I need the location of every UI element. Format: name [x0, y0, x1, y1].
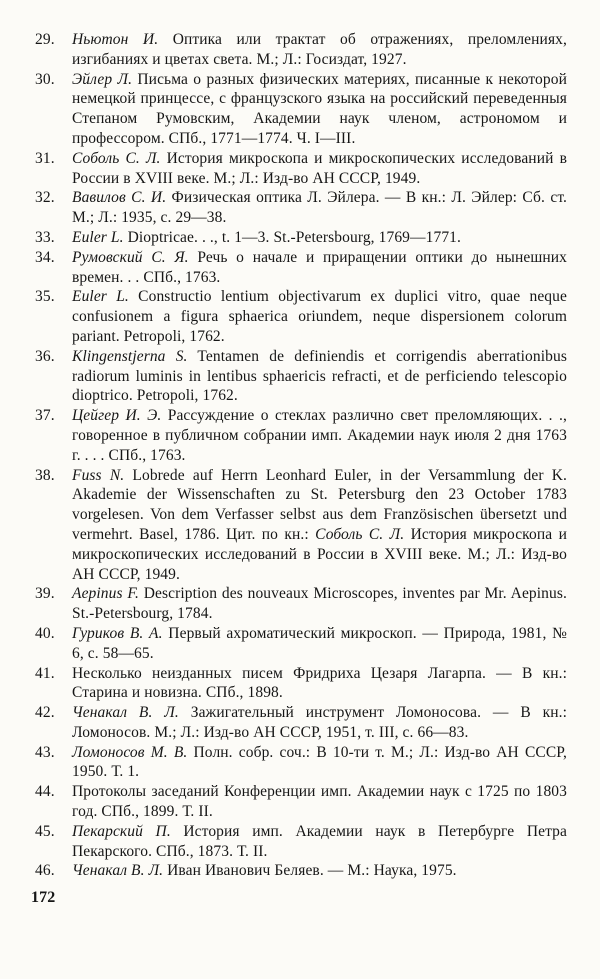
bibliography-entry — [35, 703, 567, 743]
bibliography-entry — [35, 228, 567, 248]
entry-number: 37. — [35, 407, 55, 425]
entry-author: Euler L. — [72, 288, 129, 306]
entry-author: Ченакал В. Л. — [72, 704, 179, 722]
bibliography-entry — [35, 584, 567, 624]
entry-number: 32. — [35, 189, 55, 207]
entry-text: Несколько неизданных писем Фридриха Цезаря Лагарпа. — В кн.: Старина и новизна. СПб., 1898. — [72, 664, 567, 702]
entry-text: Письма о разных физических материях, писанные к некоторой немецкой принцессе, с французского языка на российский переведенныя Степаном Румовским, Академии наук членом, астрономом и профессором. СПб., 1771—1774. Ч. I—III. — [72, 70, 567, 147]
entry-number: 46. — [35, 862, 55, 880]
entry-number: 30. — [35, 70, 55, 88]
bibliography-entry — [35, 149, 567, 189]
entry-text: Constructio lentium objectivarum ex duplici vitro, quae neque confusionem a figura sphaerica oriundem, neque dispersionem colorum pariant. Petropoli, 1762. — [72, 288, 567, 345]
entry-author: Соболь С. Л. — [72, 149, 161, 167]
entry-author: Fuss N. — [72, 466, 125, 484]
entry-cited-author: Соболь С. Л. — [315, 525, 405, 543]
page-number: 172 — [31, 889, 56, 907]
entry-number: 35. — [35, 288, 55, 306]
entry-text: Иван Иванович Беляев. — М.: Наука, 1975. — [167, 862, 457, 880]
entry-number: 36. — [35, 347, 55, 365]
entry-text: Протоколы заседаний Конференции имп. Академии наук с 1725 по 1803 год. СПб., 1899. Т. II. — [72, 783, 567, 821]
entry-number: 40. — [35, 624, 55, 642]
entry-author: Пекарский П. — [72, 822, 171, 840]
entry-text: История имп. Академии наук в Петербурге Петра Пекарского. СПб., 1873. Т. II. — [72, 822, 567, 860]
entry-number: 43. — [35, 743, 55, 761]
entry-number: 44. — [35, 783, 55, 801]
entry-author: Вавилов С. И. — [72, 189, 167, 207]
entry-text: Dioptricae. . ., t. 1—3. St.-Petersbourg, 1769—1771. — [127, 228, 461, 246]
entry-number: 41. — [35, 664, 55, 682]
entry-number: 31. — [35, 149, 55, 167]
entry-text: История микроскопа и микроскопических исследований в России в XVIII веке. М.; Л.: Изд-во АН СССР, 1949. — [72, 149, 567, 187]
entry-author: Румовский С. Я. — [72, 248, 189, 266]
bibliography-entry — [35, 406, 567, 465]
bibliography-entry — [35, 287, 567, 346]
bibliography-entry — [35, 466, 567, 585]
entry-number: 38. — [35, 466, 55, 484]
entry-author: Klingenstjerna S. — [72, 347, 188, 365]
entry-text: Речь о начале и приращении оптики до нынешних времен. . . СПб., 1763. — [72, 248, 567, 286]
bibliography-entry — [35, 624, 567, 664]
entry-text: Физическая оптика Л. Эйлера. — В кн.: Л. Эйлер: Сб. ст. М.; Л.: 1935, с. 29—38. — [72, 189, 567, 227]
entry-text: Полн. собр. соч.: В 10-ти т. М.; Л.: Изд-во АН СССР, 1950. Т. 1. — [72, 743, 568, 781]
entry-number: 29. — [35, 31, 55, 48]
entry-number: 45. — [35, 822, 55, 840]
entry-text: Оптика или трактат об отражениях, преломлениях, изгибаниях и цветах света. М.; Л.: Госиздат, 1927. — [72, 31, 567, 68]
entry-author: Ченакал В. Л. — [72, 862, 164, 880]
entry-number: 34. — [35, 248, 55, 266]
bibliography-entry — [35, 30, 567, 70]
entry-author: Aepinus F. — [72, 585, 139, 603]
bibliography-entry — [35, 347, 567, 406]
entry-author: Эйлер Л. — [72, 70, 133, 88]
bibliography-entry — [35, 782, 567, 822]
bibliography-entry — [35, 664, 567, 704]
entry-text: Description des nouveaux Microscopes, inventes par Mr. Aepinus. St.-Petersbourg, 1784. — [72, 585, 567, 623]
entry-text: Lobrede auf Herrn Leonhard Euler, in der Versammlung der K. Akademie der Wissenschaften zu St. Petersburg den 23 October 1783 vorgelesen. Von dem Verfasser selbst aus dem Französischen übersetzt und vermehrt. Basel, 1786. Цит. по кн.: — [72, 466, 568, 543]
bibliography-entry — [35, 822, 567, 862]
entry-author: Ньютон И. — [72, 31, 159, 48]
entry-author: Euler L. — [72, 228, 124, 246]
entry-number: 39. — [35, 585, 55, 603]
entry-author: Ломоносов М. В. — [72, 743, 188, 761]
entry-text-continued: История микроскопа и микроскопических исследований в России в XVIII веке. М.; Л.: Изд-во АН СССР, 1949. — [72, 525, 567, 583]
entry-author: Цейгер И. Э. — [72, 407, 162, 425]
bibliography-entry — [35, 861, 567, 881]
entry-number: 42. — [35, 704, 55, 722]
entry-number: 33. — [35, 228, 55, 246]
entry-text: Tentamen de definiendis et corrigendis aberrationibus radiorum luminis in lentibus sphaericis refracti, et de perficiendo telescopio dioptrico. Petropoli, 1762. — [72, 347, 567, 405]
bibliography-entry — [35, 188, 567, 228]
entry-text: Зажигательный инструмент Ломоносова. — В кн.: Ломоносов. М.; Л.: Изд-во АН СССР, 1951, т. III, с. 66—83. — [72, 704, 568, 741]
entry-text: Первый ахроматический микроскоп. — Природа, 1981, № 6, с. 58—65. — [72, 624, 567, 662]
bibliography-entry — [35, 743, 567, 783]
bibliography-entry — [35, 248, 567, 288]
entry-text: Рассуждение о стеклах различно свет преломляющих. . ., говоренное в публичном собрании имп. Академии наук июля 2 дня 1763 г. . . . СПб., 1763. — [72, 407, 567, 464]
entry-author: Гуриков В. А. — [72, 624, 163, 642]
bibliography-entry — [35, 70, 567, 149]
